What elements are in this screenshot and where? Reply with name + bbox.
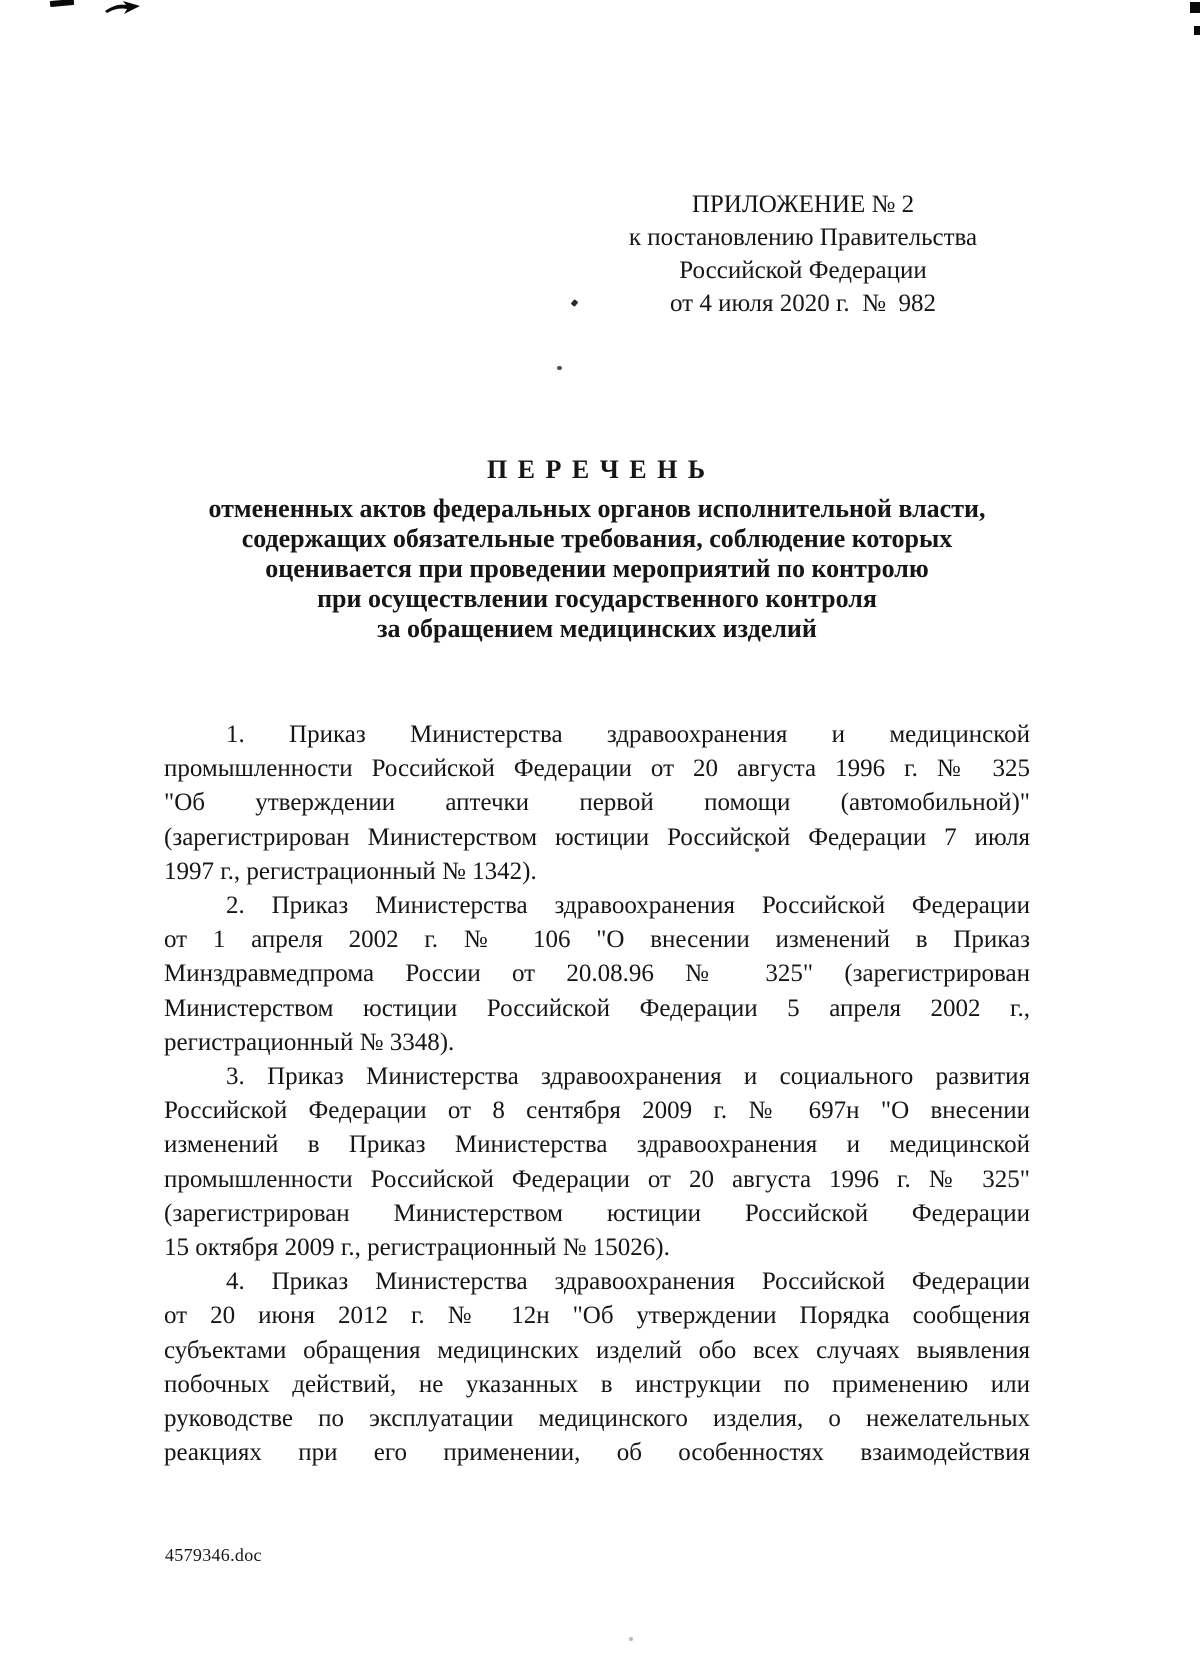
document-body: [164, 718, 1030, 1470]
title-line: оценивается при проведении мероприятий по контролю: [265, 554, 929, 583]
body-line: 4. Приказ Министерства здравоохранения Российской Федерации: [226, 1268, 1030, 1296]
appendix-header: [618, 188, 988, 320]
body-paragraph-1: [164, 718, 1030, 889]
scan-arrow-artifact: [104, 0, 144, 17]
body-line: регистрационный № 3348).: [164, 1028, 455, 1056]
body-line: Министерством юстиции Российской Федерации 5 апреля 2002 г.,: [164, 994, 1030, 1022]
body-line: промышленности Российской Федерации от 20 августа 1996 г. № 325": [164, 1165, 1030, 1193]
body-line: от 20 июня 2012 г. № 12н "Об утверждении Порядка сообщения: [164, 1302, 1030, 1330]
title-subtitle: [164, 494, 1030, 644]
body-line: 1. Приказ Министерства здравоохранения и медицинской: [226, 721, 1030, 748]
scan-dash-artifact: [50, 0, 74, 7]
body-paragraph-2: [164, 889, 1030, 1060]
scan-speck-artifact: [571, 299, 579, 307]
title-line: за обращением медицинских изделий: [377, 614, 817, 643]
scan-square-artifact: [1194, 26, 1200, 35]
title-line: содержащих обязательные требования, соблюдение которых: [241, 524, 953, 553]
scan-speck-artifact: [557, 366, 562, 370]
body-line: 15 октября 2009 г., регистрационный № 15026).: [164, 1234, 670, 1262]
body-line: Российской Федерации от 8 сентября 2009 г. № 697н "О внесении: [164, 1097, 1030, 1125]
body-line: от 1 апреля 2002 г. № 106 "О внесении изменений в Приказ: [164, 926, 1030, 954]
body-line: (зарегистрирован Министерством юстиции Российской Федерации: [164, 1199, 1030, 1227]
body-line: изменений в Приказ Министерства здравоохранения и медицинской: [164, 1131, 1030, 1159]
title-line: при осуществлении государственного контроля: [317, 584, 877, 613]
title-heading: П Е Р Е Ч Е Н Ь: [486, 455, 708, 484]
document-title: [164, 455, 1030, 644]
body-line: 1997 г., регистрационный № 1342).: [164, 857, 537, 885]
footer-filename: 4579346.doc: [165, 1545, 262, 1565]
body-line: промышленности Российской Федерации от 20 августа 1996 г. № 325: [164, 755, 1030, 783]
scan-speck-artifact: [629, 1637, 633, 1641]
body-paragraph-3: [164, 1060, 1030, 1265]
appendix-header-line: ПРИЛОЖЕНИЕ № 2: [691, 191, 915, 218]
body-line: Минздравмедпрома России от 20.08.96 № 325" (зарегистрирован: [164, 960, 1030, 988]
body-line: "Об утверждении аптечки первой помощи (автомобильной)": [164, 789, 1030, 817]
body-line: 3. Приказ Министерства здравоохранения и социального развития: [226, 1063, 1030, 1091]
appendix-header-line: Российской Федерации: [679, 257, 927, 284]
appendix-header-line: от 4 июля 2020 г. № 982: [669, 290, 937, 317]
scan-square-artifact: [1190, 2, 1200, 13]
body-line: субъектами обращения медицинских изделий обо всех случаях выявления: [164, 1336, 1030, 1364]
body-line: реакциях при его применении, об особенностях взаимодействия: [164, 1439, 1030, 1467]
body-line: руководстве по эксплуатации медицинского изделия, о нежелательных: [164, 1405, 1030, 1433]
body-line: побочных действий, не указанных в инструкции по применению или: [164, 1370, 1030, 1398]
body-line: (зарегистрирован Министерством юстиции Российской Федерации 7 июля: [164, 823, 1030, 851]
body-paragraph-4: [164, 1265, 1030, 1470]
body-line: 2. Приказ Министерства здравоохранения Российской Федерации: [226, 892, 1030, 920]
appendix-header-line: к постановлению Правительства: [628, 224, 978, 251]
title-line: отмененных актов федеральных органов исполнительной власти,: [208, 494, 986, 523]
